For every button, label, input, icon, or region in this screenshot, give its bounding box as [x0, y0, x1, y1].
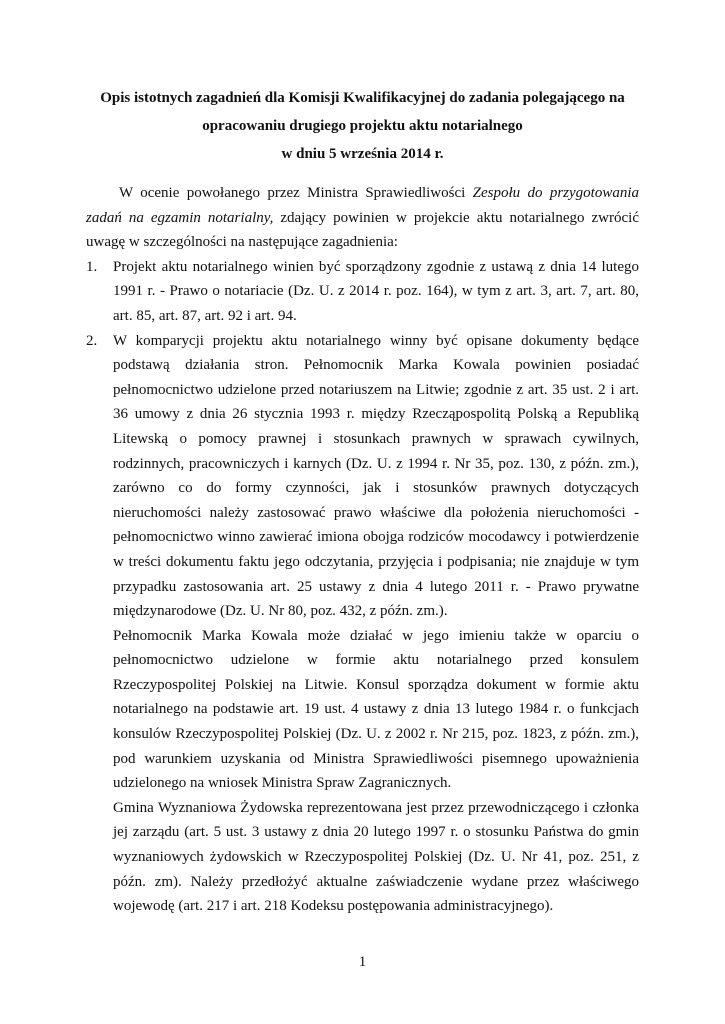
title-line-2: opracowaniu drugiego projektu aktu notarialnego [202, 118, 523, 134]
page-number: 1 [358, 954, 367, 970]
intro-paragraph [86, 181, 639, 255]
list-item-number: 2. [86, 332, 98, 349]
paragraph-consul: Pełnomocnik Marka Kowala może działać w jego imieniu także w oparciu o pełnomocnictwo udzielone w formie aktu notarialnego przed konsulem Rzeczypospolitej Polskiej na Litwie. Konsul sporządza dokument w formie aktu notarialnego na podstawie art. 19 ust. 4 ustawy z dnia 13 lutego 1984 r. o funkcjach konsulów Rzeczypospolitej Polskiej (Dz. U. z 2002 r. Nr 215, poz. 1823, z późn. zm.), pod warunkiem uzyskania od Ministra Sprawiedliwości pisemnego upoważnienia udzielonego na wniosek Ministra Spraw Zagranicznych. [113, 627, 639, 792]
title-line-1: Opis istotnych zagadnień dla Komisji Kwalifikacyjnej do zadania polegającego na [100, 90, 625, 106]
list-item-text: W komparycji projektu aktu notarialnego winny być opisane dokumenty będące podstawą działania stron. Pełnomocnik Marka Kowala powinien posiadać pełnomocnictwo udzielone przed notariuszem na Litwie; zgodnie z art. 35 ust. 2 i art. 36 umowy z dnia 26 stycznia 1993 r. między Rzecząpospolitą Polską a Republiką Litewską o pomocy prawnej i stosunkach prawnych w sprawach cywilnych, rodzinnych, pracowniczych i karnych (Dz. U. z 1994 r. Nr 35, poz. 130, z późn. zm.), zarówno co do formy czynności, jak i stosunków prawnych dotyczących nieruchomości należy zastosować prawo właściwe dla położenia nieruchomości - pełnomocnictwo winno zawierać imiona obojga rodziców mocodawcy i potwierdzenie w treści dokumentu faktu jego odczytania, przyjęcia i podpisania; nie znajduje w tym przypadku zastosowania art. 25 ustawy z dnia 4 lutego 2011 r. - Prawo prywatne międzynarodowe (Dz. U. Nr 80, poz. 432, z późn. zm.). [113, 332, 639, 620]
paragraph-gmina: Gmina Wyznaniowa Żydowska reprezentowana jest przez przewodniczącego i członka jej zarządu (art. 5 ust. 3 ustawy z dnia 20 lutego 1997 r. o stosunku Państwa do gmin wyznaniowych żydowskich w Rzeczypospolitej Polskiej (Dz. U. Nr 41, poz. 251, z późn. zm). Należy przedłożyć aktualne zaświadczenie wydane przez właściwego wojewodę (art. 217 i art. 218 Kodeksu postępowania administracyjnego). [113, 799, 639, 915]
document-body [86, 181, 639, 919]
list-item-2 [86, 329, 639, 624]
list-item-number: 1. [86, 258, 98, 275]
title-line-3: w dniu 5 września 2014 r. [281, 146, 444, 162]
list-item-1 [86, 255, 639, 329]
intro-text-after: zdający powinien w projekcie aktu notarialnego zwrócić uwagę w szczególności na następujące zagadnienia: [86, 209, 639, 251]
intro-text-before: W ocenie powołanego przez Ministra Sprawiedliwości [119, 185, 473, 201]
document-title [86, 84, 639, 168]
list-item-text: Projekt aktu notarialnego winien być sporządzony zgodnie z ustawą z dnia 14 lutego 1991 r. - Prawo o notariacie (Dz. U. z 2014 r. poz. 164), w tym z art. 3, art. 7, art. 80, art. 85, art. 87, art. 92 i art. 94. [113, 258, 639, 324]
intro-text-italic: Zespołu do przygotowania zadań na egzamin notarialny, [86, 185, 639, 226]
